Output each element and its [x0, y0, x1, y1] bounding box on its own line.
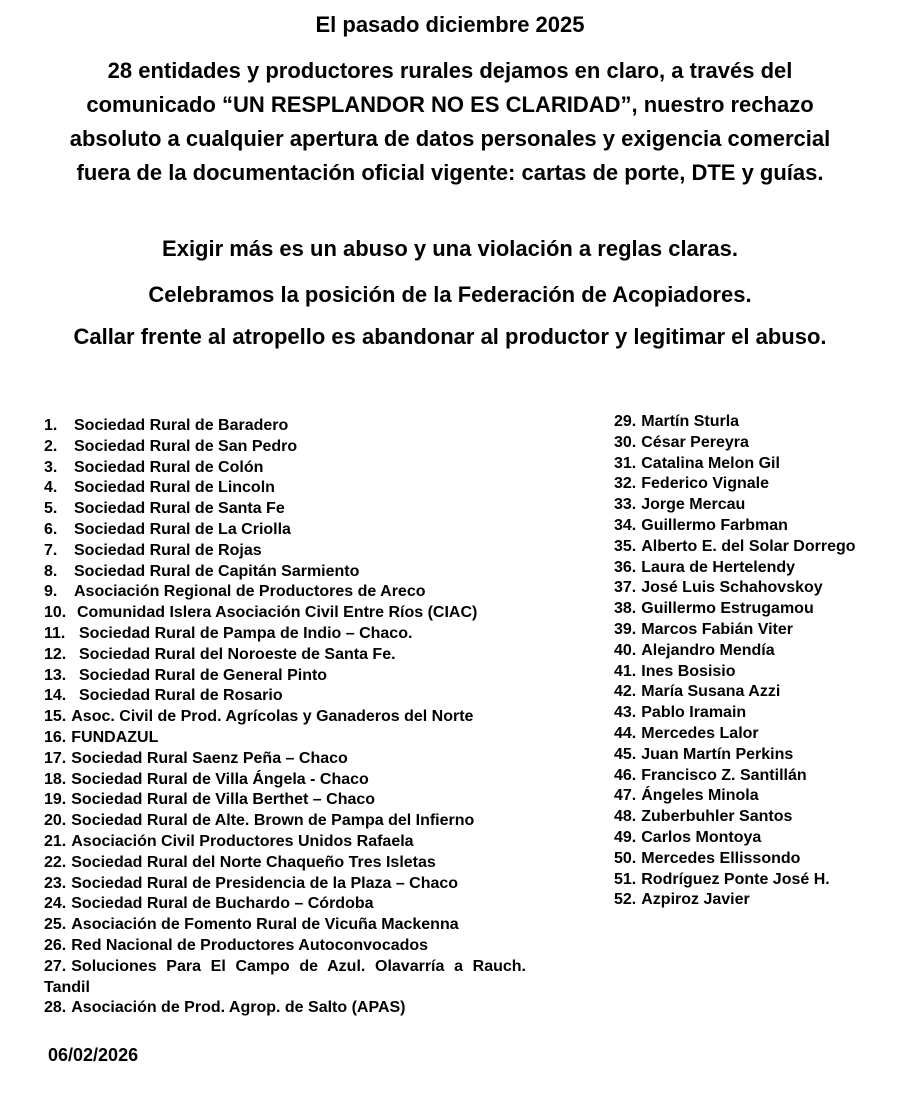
entity-list-item [44, 686, 526, 707]
list-item-number: 8. [44, 562, 58, 580]
entity-list-item [44, 707, 526, 728]
list-item-text: Sociedad Rural de Presidencia de la Plaza – Chaco [71, 874, 459, 892]
producer-list-item [614, 807, 914, 828]
list-item-number: 21. [44, 832, 67, 850]
list-item-number: 7. [44, 541, 58, 559]
list-item-number: 45. [614, 745, 637, 763]
list-item-number: 19. [44, 791, 67, 809]
list-item-number: 36. [614, 558, 637, 576]
list-item-text: Martín Sturla [641, 413, 740, 430]
producer-list-item [614, 578, 914, 599]
producer-list-item [614, 786, 914, 807]
entity-list-item [44, 915, 526, 936]
list-item-text: Pablo Iramain [641, 704, 747, 722]
entities-list [44, 416, 526, 1019]
list-item-number: 33. [614, 496, 637, 514]
list-item-text: Asociación de Prod. Agrop. de Salto (APAS) [71, 999, 406, 1017]
producer-list-item [614, 682, 914, 703]
list-item-text: Sociedad Rural del Noroeste de Santa Fe. [79, 645, 396, 663]
producers-list [614, 412, 914, 911]
list-item-text: Sociedad Rural del Norte Chaqueño Tres Isletas [71, 853, 436, 871]
producer-list-item [614, 766, 914, 787]
list-item-number: 29. [614, 413, 637, 430]
producer-list-item [614, 620, 914, 641]
list-item-text: Asociación Civil Productores Unidos Rafaela [71, 832, 414, 850]
list-item-number: 23. [44, 874, 67, 892]
list-item-text: Sociedad Rural de Baradero [74, 417, 289, 434]
list-item-text: Alberto E. del Solar Dorrego [641, 537, 856, 555]
list-item-text: Sociedad Rural de Lincoln [74, 479, 275, 497]
entity-list-item [44, 416, 526, 437]
entity-list-item [44, 520, 526, 541]
list-item-text: Sociedad Rural de Pampa de Indio – Chaco. [79, 624, 413, 642]
list-item-text: Sociedad Rural de General Pinto [79, 666, 328, 684]
list-item-number: 50. [614, 849, 637, 867]
producer-list-item [614, 495, 914, 516]
producer-list-item [614, 454, 914, 475]
entity-list-item [44, 832, 526, 853]
list-item-number: 38. [614, 600, 637, 618]
list-item-text: Mercedes Ellissondo [641, 849, 801, 867]
entity-list-item [44, 728, 526, 749]
list-item-number: 40. [614, 641, 637, 659]
list-item-text: Federico Vignale [641, 475, 769, 493]
entity-list-item [44, 603, 526, 624]
list-item-text: Jorge Mercau [641, 496, 746, 514]
list-item-number: 6. [44, 520, 58, 538]
list-item-number: 4. [44, 479, 58, 497]
entity-list-item [44, 749, 526, 770]
list-item-text: Soluciones Para El Campo de Azul. Olavarría a Rauch. Tandil [44, 957, 526, 996]
list-item-number: 28. [44, 999, 67, 1017]
list-item-number: 46. [614, 766, 637, 784]
producer-list-item [614, 849, 914, 870]
list-item-text: Marcos Fabián Viter [641, 620, 794, 638]
list-item-text: Sociedad Rural de Capitán Sarmiento [74, 562, 360, 580]
list-item-number: 27. [44, 957, 67, 975]
list-item-number: 3. [44, 458, 58, 476]
list-item-text: Rodríguez Ponte José H. [641, 870, 830, 888]
list-item-text: Guillermo Farbman [641, 516, 788, 534]
list-item-text: Sociedad Rural de Rojas [74, 541, 262, 559]
entity-list-item [44, 499, 526, 520]
entity-list-item [44, 957, 526, 999]
list-item-number: 39. [614, 620, 637, 638]
list-item-text: Alejandro Mendía [641, 641, 775, 659]
list-item-number: 9. [44, 583, 58, 601]
entity-list-item [44, 936, 526, 957]
producer-list-item [614, 870, 914, 891]
list-item-number: 17. [44, 749, 67, 767]
list-item-text: Guillermo Estrugamou [641, 600, 814, 618]
entity-list-item [44, 894, 526, 915]
list-item-number: 48. [614, 808, 637, 826]
list-item-text: Sociedad Rural de Buchardo – Córdoba [71, 895, 374, 913]
list-item-text: Sociedad Rural de Alte. Brown de Pampa del Infierno [71, 812, 475, 830]
entity-list-item [44, 541, 526, 562]
entity-list-item [44, 790, 526, 811]
list-item-number: 13. [44, 666, 67, 684]
federation-statement: Celebramos la posición de la Federación de Acopiadores. [148, 282, 752, 307]
list-item-number: 15. [44, 708, 67, 726]
list-item-number: 2. [44, 437, 58, 455]
list-item-number: 31. [614, 454, 637, 472]
entity-list-item [44, 582, 526, 603]
entity-list-item [44, 998, 526, 1019]
statement-paragraph: 28 entidades y productores rurales dejamos en claro, a través del comunicado “UN RESPLANDOR NO ES CLARIDAD”, nuestro rechazo absoluto a cualquier apertura de datos personales y exigencia comercial fuera de la documentación oficial vigente: cartas de porte, DTE y guías. [69, 58, 831, 185]
producer-list-item [614, 703, 914, 724]
list-item-text: Asociación Regional de Productores de Areco [74, 583, 426, 601]
list-item-number: 34. [614, 516, 637, 534]
list-item-number: 32. [614, 475, 637, 493]
list-item-number: 20. [44, 812, 67, 830]
producer-list-item [614, 890, 914, 911]
entity-list-item [44, 478, 526, 499]
list-item-number: 18. [44, 770, 67, 788]
list-item-number: 16. [44, 728, 67, 746]
list-item-text: Ines Bosisio [641, 662, 736, 680]
producer-list-item [614, 599, 914, 620]
list-item-text: Asociación de Fomento Rural de Vicuña Mackenna [71, 916, 459, 934]
list-item-number: 47. [614, 787, 637, 805]
entity-list-item [44, 853, 526, 874]
closing-statement: Callar frente al atropello es abandonar al productor y legitimar el abuso. [73, 324, 827, 349]
producer-list-item [614, 433, 914, 454]
list-item-number: 12. [44, 645, 67, 663]
entity-list-item [44, 811, 526, 832]
list-item-text: Zuberbuhler Santos [641, 808, 793, 826]
producer-list-item [614, 662, 914, 683]
list-item-text: Comunidad Islera Asociación Civil Entre Ríos (CIAC) [77, 604, 478, 622]
entity-list-item [44, 645, 526, 666]
list-item-text: Catalina Melon Gil [641, 454, 780, 472]
producer-list-item [614, 537, 914, 558]
list-item-number: 5. [44, 500, 58, 518]
list-item-number: 22. [44, 853, 67, 871]
list-item-number: 11. [44, 624, 66, 642]
list-item-text: Sociedad Rural Saenz Peña – Chaco [71, 749, 348, 767]
list-item-number: 1. [44, 417, 58, 434]
list-item-text: Carlos Montoya [641, 828, 762, 846]
list-item-text: Sociedad Rural de Villa Ángela - Chaco [71, 770, 369, 788]
entity-list-item [44, 624, 526, 645]
list-item-number: 43. [614, 704, 637, 722]
entity-list-item [44, 562, 526, 583]
entity-list-item [44, 666, 526, 687]
list-item-number: 14. [44, 687, 67, 705]
list-item-text: José Luis Schahovskoy [641, 579, 823, 597]
list-item-text: Sociedad Rural de Villa Berthet – Chaco [71, 791, 376, 809]
list-item-text: Sociedad Rural de San Pedro [74, 437, 298, 455]
list-item-text: Sociedad Rural de Rosario [79, 687, 283, 705]
list-item-text: Juan Martín Perkins [641, 745, 794, 763]
list-item-text: Red Nacional de Productores Autoconvocados [71, 936, 429, 954]
producer-list-item [614, 724, 914, 745]
list-item-number: 10. [44, 604, 67, 622]
list-item-text: Sociedad Rural de Colón [74, 458, 264, 476]
list-item-number: 41. [614, 662, 637, 680]
producer-list-item [614, 641, 914, 662]
abuse-statement: Exigir más es un abuso y una violación a reglas claras. [162, 236, 738, 261]
list-item-text: César Pereyra [641, 433, 749, 451]
list-item-text: Laura de Hertelendy [641, 558, 796, 576]
entity-list-item [44, 874, 526, 895]
list-item-text: María Susana Azzi [641, 683, 781, 701]
list-item-text: Asoc. Civil de Prod. Agrícolas y Ganaderos del Norte [71, 708, 474, 726]
list-item-text: Mercedes Lalor [641, 724, 759, 742]
producer-list-item [614, 474, 914, 495]
producer-list-item [614, 828, 914, 849]
entity-list-item [44, 437, 526, 458]
document-title: El pasado diciembre 2025 [315, 12, 585, 37]
entity-list-item [44, 770, 526, 791]
list-item-text: Sociedad Rural de Santa Fe [74, 500, 285, 518]
list-item-number: 42. [614, 683, 637, 701]
producer-list-item [614, 412, 914, 433]
producer-list-item [614, 516, 914, 537]
list-item-number: 37. [614, 579, 637, 597]
list-item-text: Sociedad Rural de La Criolla [74, 520, 291, 538]
list-item-number: 25. [44, 916, 67, 934]
producer-list-item [614, 745, 914, 766]
list-item-number: 44. [614, 724, 637, 742]
list-item-number: 49. [614, 828, 637, 846]
list-item-text: FUNDAZUL [71, 728, 159, 746]
list-item-number: 52. [614, 891, 637, 909]
entity-list-item [44, 458, 526, 479]
list-item-number: 35. [614, 537, 637, 555]
list-item-number: 51. [614, 870, 637, 888]
list-item-number: 30. [614, 433, 637, 451]
list-item-text: Ángeles Minola [641, 787, 759, 805]
producer-list-item [614, 558, 914, 579]
document-date: 06/02/2026 [48, 1045, 139, 1065]
list-item-number: 24. [44, 895, 67, 913]
list-item-text: Francisco Z. Santillán [641, 766, 807, 784]
list-item-text: Azpiroz Javier [641, 891, 750, 909]
list-item-number: 26. [44, 936, 67, 954]
